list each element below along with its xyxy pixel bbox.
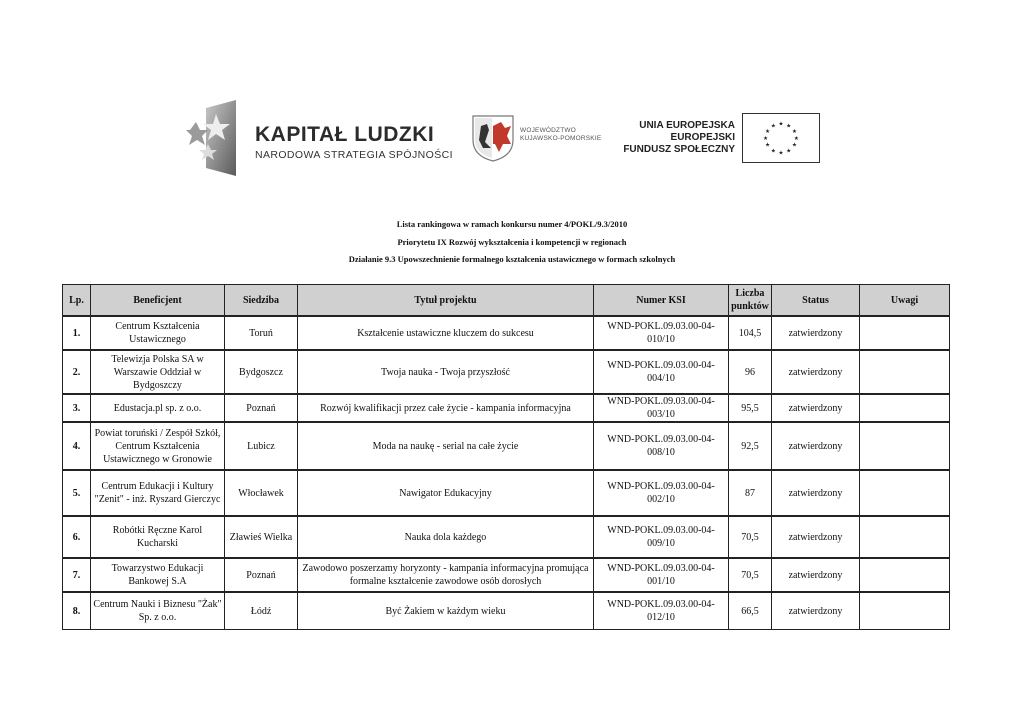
cell-status: zatwierdzony <box>772 422 860 470</box>
cell-siedziba: Lubicz <box>225 422 298 470</box>
cell-lp: 5. <box>63 470 91 516</box>
cell-lp: 8. <box>63 592 91 630</box>
unia-europejska-label <box>620 120 735 156</box>
cell-uwagi <box>860 558 950 592</box>
kujawsko-pomorskie-crest-icon <box>471 114 515 162</box>
kapital-ludzki-star-icon <box>186 100 238 176</box>
heading-priority: Priorytetu IX Rozwój wykształcenia i kompetencji w regionach <box>397 236 627 247</box>
cell-beneficjent: Centrum Nauki i Biznesu "Żak" Sp. z o.o. <box>91 592 225 630</box>
cell-punkty: 70,5 <box>729 558 772 592</box>
document-headings <box>0 216 1024 269</box>
cell-tytul: Moda na naukę - serial na całe życie <box>298 422 594 470</box>
svg-text:★: ★ <box>791 142 798 149</box>
wojewodztwo-line-1: WOJEWÓDZTWO <box>520 127 576 134</box>
svg-text:★: ★ <box>764 142 771 149</box>
cell-status: zatwierdzony <box>772 592 860 630</box>
cell-punkty: 70,5 <box>729 516 772 558</box>
svg-text:★: ★ <box>778 121 784 128</box>
cell-siedziba: Włocławek <box>225 470 298 516</box>
column-header-lp: Lp. <box>63 285 91 317</box>
cell-lp: 4. <box>63 422 91 470</box>
column-header-punkty: Liczba punktów <box>729 285 772 317</box>
cell-uwagi <box>860 394 950 422</box>
ranking-table <box>62 284 950 630</box>
column-header-beneficjent: Beneficjent <box>91 285 225 317</box>
cell-punkty: 92,5 <box>729 422 772 470</box>
cell-status: zatwierdzony <box>772 470 860 516</box>
cell-punkty: 95,5 <box>729 394 772 422</box>
svg-text:★: ★ <box>770 123 776 130</box>
cell-beneficjent: Edustacja.pl sp. z o.o. <box>91 394 225 422</box>
column-header-status: Status <box>772 285 860 317</box>
cell-uwagi <box>860 422 950 470</box>
column-header-uwagi: Uwagi <box>860 285 950 317</box>
cell-tytul: Nauka dola każdego <box>298 516 594 558</box>
cell-beneficjent: Robótki Ręczne Karol Kucharski <box>91 516 225 558</box>
cell-siedziba: Zławieś Wielka <box>225 516 298 558</box>
kujawsko-pomorskie-label <box>520 127 601 143</box>
table-row <box>63 350 950 394</box>
table-row <box>63 422 950 470</box>
cell-siedziba: Poznań <box>225 558 298 592</box>
svg-text:★: ★ <box>770 148 776 155</box>
svg-text:★: ★ <box>786 123 792 130</box>
cell-beneficjent: Towarzystwo Edukacji Bankowej S.A <box>91 558 225 592</box>
cell-tytul: Być Żakiem w każdym wieku <box>298 592 594 630</box>
column-header-numer: Numer KSI <box>594 285 729 317</box>
heading-action: Działanie 9.3 Upowszechnienie formalnego kształcenia ustawicznego w formach szkolnych <box>348 254 676 264</box>
cell-numer: WND-POKL.09.03.00-04-002/10 <box>594 470 729 516</box>
cell-beneficjent: Centrum Edukacji i Kultury "Zenit" - inż. Ryszard Gierczyc <box>91 470 225 516</box>
table-row <box>63 516 950 558</box>
ue-line-3: FUNDUSZ SPOŁECZNY <box>623 144 735 155</box>
column-header-siedziba: Siedziba <box>225 285 298 317</box>
cell-siedziba: Toruń <box>225 316 298 350</box>
cell-uwagi <box>860 316 950 350</box>
kapital-ludzki-logo <box>255 124 453 161</box>
cell-numer: WND-POKL.09.03.00-04-010/10 <box>594 316 729 350</box>
cell-lp: 3. <box>63 394 91 422</box>
table-row <box>63 394 950 422</box>
cell-lp: 6. <box>63 516 91 558</box>
cell-uwagi <box>860 470 950 516</box>
logo-bar <box>0 100 1024 180</box>
cell-tytul: Zawodowo poszerzamy horyzonty - kampania informacyjna promująca formalne kształcenie zawodowe osób dorosłych <box>298 558 594 592</box>
cell-numer: WND-POKL.09.03.00-04-008/10 <box>594 422 729 470</box>
ue-line-1: UNIA EUROPEJSKA <box>639 120 735 131</box>
cell-uwagi <box>860 592 950 630</box>
svg-text:★: ★ <box>791 129 798 136</box>
cell-tytul: Twoja nauka - Twoja przyszłość <box>298 350 594 394</box>
table-header-row <box>63 285 950 317</box>
cell-punkty: 104,5 <box>729 316 772 350</box>
cell-siedziba: Bydgoszcz <box>225 350 298 394</box>
cell-status: zatwierdzony <box>772 316 860 350</box>
cell-numer: WND-POKL.09.03.00-04-004/10 <box>594 350 729 394</box>
table-row <box>63 592 950 630</box>
cell-punkty: 87 <box>729 470 772 516</box>
cell-punkty: 66,5 <box>729 592 772 630</box>
svg-text:★: ★ <box>778 150 784 157</box>
wojewodztwo-line-2: KUJAWSKO-POMORSKIE <box>520 135 602 142</box>
svg-text:★: ★ <box>763 135 769 142</box>
cell-status: zatwierdzony <box>772 394 860 422</box>
cell-siedziba: Poznań <box>225 394 298 422</box>
kapital-ludzki-subtitle: NARODOWA STRATEGIA SPÓJNOŚCI <box>255 149 453 161</box>
cell-uwagi <box>860 516 950 558</box>
eu-flag-icon <box>742 113 820 163</box>
cell-beneficjent: Centrum Kształcenia Ustawicznego <box>91 316 225 350</box>
column-header-tytul: Tytuł projektu <box>298 285 594 317</box>
cell-status: zatwierdzony <box>772 558 860 592</box>
cell-lp: 2. <box>63 350 91 394</box>
cell-lp: 7. <box>63 558 91 592</box>
cell-tytul: Kształcenie ustawiczne kluczem do sukcesu <box>298 316 594 350</box>
table-row <box>63 470 950 516</box>
cell-status: zatwierdzony <box>772 516 860 558</box>
cell-numer: WND-POKL.09.03.00-04-009/10 <box>594 516 729 558</box>
cell-numer: WND-POKL.09.03.00-04-003/10 <box>594 394 729 422</box>
cell-siedziba: Łódź <box>225 592 298 630</box>
cell-beneficjent: Telewizja Polska SA w Warszawie Oddział w Bydgoszczy <box>91 350 225 394</box>
heading-competition: Lista rankingowa w ramach konkursu numer 4/POKL/9.3/2010 <box>396 219 628 229</box>
cell-uwagi <box>860 350 950 394</box>
svg-text:★: ★ <box>786 148 792 155</box>
cell-punkty: 96 <box>729 350 772 394</box>
cell-beneficjent: Powiat toruński / Zespół Szkół, Centrum Kształcenia Ustawicznego w Gronowie <box>91 422 225 470</box>
table-row <box>63 558 950 592</box>
kapital-ludzki-title: KAPITAŁ LUDZKI <box>255 123 435 146</box>
svg-text:★: ★ <box>793 135 799 142</box>
cell-numer: WND-POKL.09.03.00-04-001/10 <box>594 558 729 592</box>
svg-text:★: ★ <box>764 129 771 136</box>
cell-numer: WND-POKL.09.03.00-04-012/10 <box>594 592 729 630</box>
ue-line-2: EUROPEJSKI <box>670 132 735 143</box>
cell-status: zatwierdzony <box>772 350 860 394</box>
cell-tytul: Rozwój kwalifikacji przez całe życie - kampania informacyjna <box>298 394 594 422</box>
cell-tytul: Nawigator Edukacyjny <box>298 470 594 516</box>
cell-lp: 1. <box>63 316 91 350</box>
table-row <box>63 316 950 350</box>
